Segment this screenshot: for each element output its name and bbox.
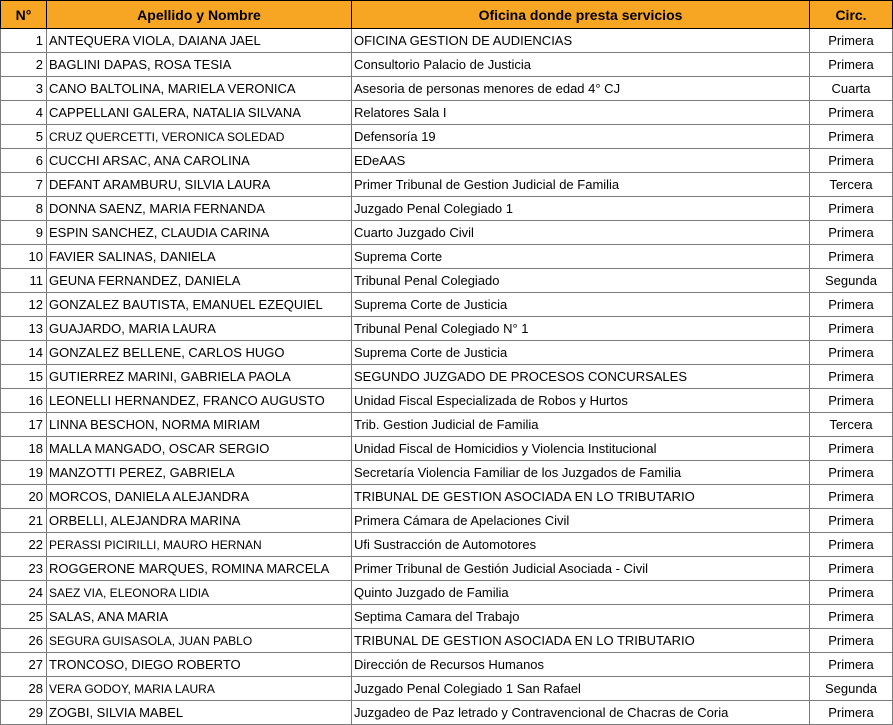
name-cell[interactable]: LEONELLI HERNANDEZ, FRANCO AUGUSTO — [47, 389, 352, 413]
table-row[interactable] — [1, 437, 893, 461]
name-cell[interactable]: SALAS, ANA MARIA — [47, 605, 352, 629]
table-row[interactable] — [1, 389, 893, 413]
office-cell[interactable]: Suprema Corte — [352, 245, 810, 269]
office-cell[interactable]: OFICINA GESTION DE AUDIENCIAS — [352, 29, 810, 53]
header-num[interactable]: N° — [1, 1, 47, 29]
office-cell[interactable]: Cuarto Juzgado Civil — [352, 221, 810, 245]
circ-cell[interactable]: Primera — [810, 533, 893, 557]
office-cell[interactable]: TRIBUNAL DE GESTION ASOCIADA EN LO TRIBUTARIO — [352, 485, 810, 509]
name-cell[interactable]: SAEZ VIA, ELEONORA LIDIA — [47, 581, 352, 605]
circ-cell[interactable]: Cuarta — [810, 77, 893, 101]
table-row[interactable] — [1, 413, 893, 437]
office-cell[interactable]: Unidad Fiscal de Homicidios y Violencia Institucional — [352, 437, 810, 461]
name-cell[interactable]: GUTIERREZ MARINI, GABRIELA PAOLA — [47, 365, 352, 389]
office-cell[interactable]: Primer Tribunal de Gestión Judicial Asociada - Civil — [352, 557, 810, 581]
circ-cell[interactable]: Primera — [810, 293, 893, 317]
circ-cell[interactable]: Primera — [810, 629, 893, 653]
office-cell[interactable]: Tribunal Penal Colegiado N° 1 — [352, 317, 810, 341]
num-cell[interactable]: 10 — [1, 245, 47, 269]
office-cell[interactable]: Trib. Gestion Judicial de Familia — [352, 413, 810, 437]
table-row[interactable] — [1, 221, 893, 245]
name-cell[interactable]: DEFANT ARAMBURU, SILVIA LAURA — [47, 173, 352, 197]
office-cell[interactable]: Asesoria de personas menores de edad 4° CJ — [352, 77, 810, 101]
office-cell[interactable]: Dirección de Recursos Humanos — [352, 653, 810, 677]
num-cell[interactable]: 2 — [1, 53, 47, 77]
num-cell[interactable]: 12 — [1, 293, 47, 317]
num-cell[interactable]: 4 — [1, 101, 47, 125]
office-cell[interactable]: Defensoría 19 — [352, 125, 810, 149]
num-cell[interactable]: 3 — [1, 77, 47, 101]
num-cell[interactable]: 29 — [1, 701, 47, 725]
num-cell[interactable]: 21 — [1, 509, 47, 533]
circ-cell[interactable]: Primera — [810, 389, 893, 413]
name-cell[interactable]: SEGURA GUISASOLA, JUAN PABLO — [47, 629, 352, 653]
circ-cell[interactable]: Tercera — [810, 173, 893, 197]
num-cell[interactable]: 20 — [1, 485, 47, 509]
circ-cell[interactable]: Primera — [810, 197, 893, 221]
num-cell[interactable]: 8 — [1, 197, 47, 221]
circ-cell[interactable]: Primera — [810, 221, 893, 245]
num-cell[interactable]: 27 — [1, 653, 47, 677]
table-row[interactable] — [1, 461, 893, 485]
name-cell[interactable]: ESPIN SANCHEZ, CLAUDIA CARINA — [47, 221, 352, 245]
office-cell[interactable]: Ufi Sustracción de Automotores — [352, 533, 810, 557]
name-cell[interactable]: TRONCOSO, DIEGO ROBERTO — [47, 653, 352, 677]
circ-cell[interactable]: Primera — [810, 365, 893, 389]
header-row — [1, 1, 893, 29]
name-cell[interactable]: CUCCHI ARSAC, ANA CAROLINA — [47, 149, 352, 173]
office-cell[interactable]: Juzgado Penal Colegiado 1 — [352, 197, 810, 221]
name-cell[interactable]: CANO BALTOLINA, MARIELA VERONICA — [47, 77, 352, 101]
circ-cell[interactable]: Primera — [810, 581, 893, 605]
table-row[interactable] — [1, 581, 893, 605]
name-cell[interactable]: ROGGERONE MARQUES, ROMINA MARCELA — [47, 557, 352, 581]
num-cell[interactable]: 6 — [1, 149, 47, 173]
table-row[interactable] — [1, 341, 893, 365]
office-cell[interactable]: Unidad Fiscal Especializada de Robos y Hurtos — [352, 389, 810, 413]
office-cell[interactable]: TRIBUNAL DE GESTION ASOCIADA EN LO TRIBUTARIO — [352, 629, 810, 653]
num-cell[interactable]: 24 — [1, 581, 47, 605]
header-office[interactable]: Oficina donde presta servicios — [352, 1, 810, 29]
circ-cell[interactable]: Primera — [810, 317, 893, 341]
office-cell[interactable]: Juzgado Penal Colegiado 1 San Rafael — [352, 677, 810, 701]
name-cell[interactable]: CRUZ QUERCETTI, VERONICA SOLEDAD — [47, 125, 352, 149]
name-cell[interactable]: GONZALEZ BELLENE, CARLOS HUGO — [47, 341, 352, 365]
circ-cell[interactable]: Primera — [810, 101, 893, 125]
office-cell[interactable]: Relatores Sala I — [352, 101, 810, 125]
header-circ[interactable]: Circ. — [810, 1, 893, 29]
num-cell[interactable]: 17 — [1, 413, 47, 437]
name-cell[interactable]: GONZALEZ BAUTISTA, EMANUEL EZEQUIEL — [47, 293, 352, 317]
table-row[interactable] — [1, 125, 893, 149]
office-cell[interactable]: EDeAAS — [352, 149, 810, 173]
name-cell[interactable]: ZOGBI, SILVIA MABEL — [47, 701, 352, 725]
num-cell[interactable]: 1 — [1, 29, 47, 53]
num-cell[interactable]: 13 — [1, 317, 47, 341]
table-row[interactable] — [1, 77, 893, 101]
office-cell[interactable]: Septima Camara del Trabajo — [352, 605, 810, 629]
name-cell[interactable]: CAPPELLANI GALERA, NATALIA SILVANA — [47, 101, 352, 125]
num-cell[interactable]: 16 — [1, 389, 47, 413]
office-cell[interactable]: Suprema Corte de Justicia — [352, 341, 810, 365]
name-cell[interactable]: VERA GODOY, MARIA LAURA — [47, 677, 352, 701]
table-row[interactable] — [1, 269, 893, 293]
circ-cell[interactable]: Primera — [810, 557, 893, 581]
table-row[interactable] — [1, 557, 893, 581]
office-cell[interactable]: Juzgadeo de Paz letrado y Contravencional de Chacras de Coria — [352, 701, 810, 725]
table-row[interactable] — [1, 293, 893, 317]
name-cell[interactable]: GUAJARDO, MARIA LAURA — [47, 317, 352, 341]
circ-cell[interactable]: Tercera — [810, 413, 893, 437]
office-cell[interactable]: Primer Tribunal de Gestion Judicial de Familia — [352, 173, 810, 197]
office-cell[interactable]: Suprema Corte de Justicia — [352, 293, 810, 317]
table-row[interactable] — [1, 365, 893, 389]
circ-cell[interactable]: Primera — [810, 341, 893, 365]
num-cell[interactable]: 19 — [1, 461, 47, 485]
table-row[interactable] — [1, 53, 893, 77]
table-row[interactable] — [1, 197, 893, 221]
circ-cell[interactable]: Segunda — [810, 269, 893, 293]
office-cell[interactable]: Secretaría Violencia Familiar de los Juzgados de Familia — [352, 461, 810, 485]
table-row[interactable] — [1, 149, 893, 173]
circ-cell[interactable]: Primera — [810, 461, 893, 485]
num-cell[interactable]: 11 — [1, 269, 47, 293]
num-cell[interactable]: 26 — [1, 629, 47, 653]
circ-cell[interactable]: Primera — [810, 605, 893, 629]
circ-cell[interactable]: Primera — [810, 509, 893, 533]
name-cell[interactable]: GEUNA FERNANDEZ, DANIELA — [47, 269, 352, 293]
num-cell[interactable]: 25 — [1, 605, 47, 629]
num-cell[interactable]: 14 — [1, 341, 47, 365]
table-row[interactable] — [1, 485, 893, 509]
circ-cell[interactable]: Primera — [810, 245, 893, 269]
num-cell[interactable]: 28 — [1, 677, 47, 701]
name-cell[interactable]: DONNA SAENZ, MARIA FERNANDA — [47, 197, 352, 221]
circ-cell[interactable]: Segunda — [810, 677, 893, 701]
circ-cell[interactable]: Primera — [810, 29, 893, 53]
num-cell[interactable]: 7 — [1, 173, 47, 197]
office-cell[interactable]: Tribunal Penal Colegiado — [352, 269, 810, 293]
office-cell[interactable]: Primera Cámara de Apelaciones Civil — [352, 509, 810, 533]
table-row[interactable] — [1, 533, 893, 557]
table-row[interactable] — [1, 101, 893, 125]
name-cell[interactable]: BAGLINI DAPAS, ROSA TESIA — [47, 53, 352, 77]
office-cell[interactable]: Consultorio Palacio de Justicia — [352, 53, 810, 77]
num-cell[interactable]: 18 — [1, 437, 47, 461]
office-cell[interactable]: Quinto Juzgado de Familia — [352, 581, 810, 605]
num-cell[interactable]: 5 — [1, 125, 47, 149]
header-name[interactable]: Apellido y Nombre — [47, 1, 352, 29]
name-cell[interactable]: ORBELLI, ALEJANDRA MARINA — [47, 509, 352, 533]
name-cell[interactable]: MANZOTTI PEREZ, GABRIELA — [47, 461, 352, 485]
circ-cell[interactable]: Primera — [810, 653, 893, 677]
table-row[interactable] — [1, 653, 893, 677]
table-row[interactable] — [1, 173, 893, 197]
circ-cell[interactable]: Primera — [810, 701, 893, 725]
table-row[interactable] — [1, 629, 893, 653]
circ-cell[interactable]: Primera — [810, 53, 893, 77]
num-cell[interactable]: 22 — [1, 533, 47, 557]
table-row[interactable] — [1, 245, 893, 269]
name-cell[interactable]: ANTEQUERA VIOLA, DAIANA JAEL — [47, 29, 352, 53]
circ-cell[interactable]: Primera — [810, 125, 893, 149]
table-row[interactable] — [1, 677, 893, 701]
name-cell[interactable]: MORCOS, DANIELA ALEJANDRA — [47, 485, 352, 509]
circ-cell[interactable]: Primera — [810, 485, 893, 509]
num-cell[interactable]: 15 — [1, 365, 47, 389]
num-cell[interactable]: 9 — [1, 221, 47, 245]
name-cell[interactable]: MALLA MANGADO, OSCAR SERGIO — [47, 437, 352, 461]
name-cell[interactable]: LINNA BESCHON, NORMA MIRIAM — [47, 413, 352, 437]
num-cell[interactable]: 23 — [1, 557, 47, 581]
circ-cell[interactable]: Primera — [810, 437, 893, 461]
name-cell[interactable]: PERASSI PICIRILLI, MAURO HERNAN — [47, 533, 352, 557]
office-cell[interactable]: SEGUNDO JUZGADO DE PROCESOS CONCURSALES — [352, 365, 810, 389]
table-row[interactable] — [1, 317, 893, 341]
table-row[interactable] — [1, 509, 893, 533]
table-row[interactable] — [1, 605, 893, 629]
name-cell[interactable]: FAVIER SALINAS, DANIELA — [47, 245, 352, 269]
table-row[interactable] — [1, 29, 893, 53]
circ-cell[interactable]: Primera — [810, 149, 893, 173]
